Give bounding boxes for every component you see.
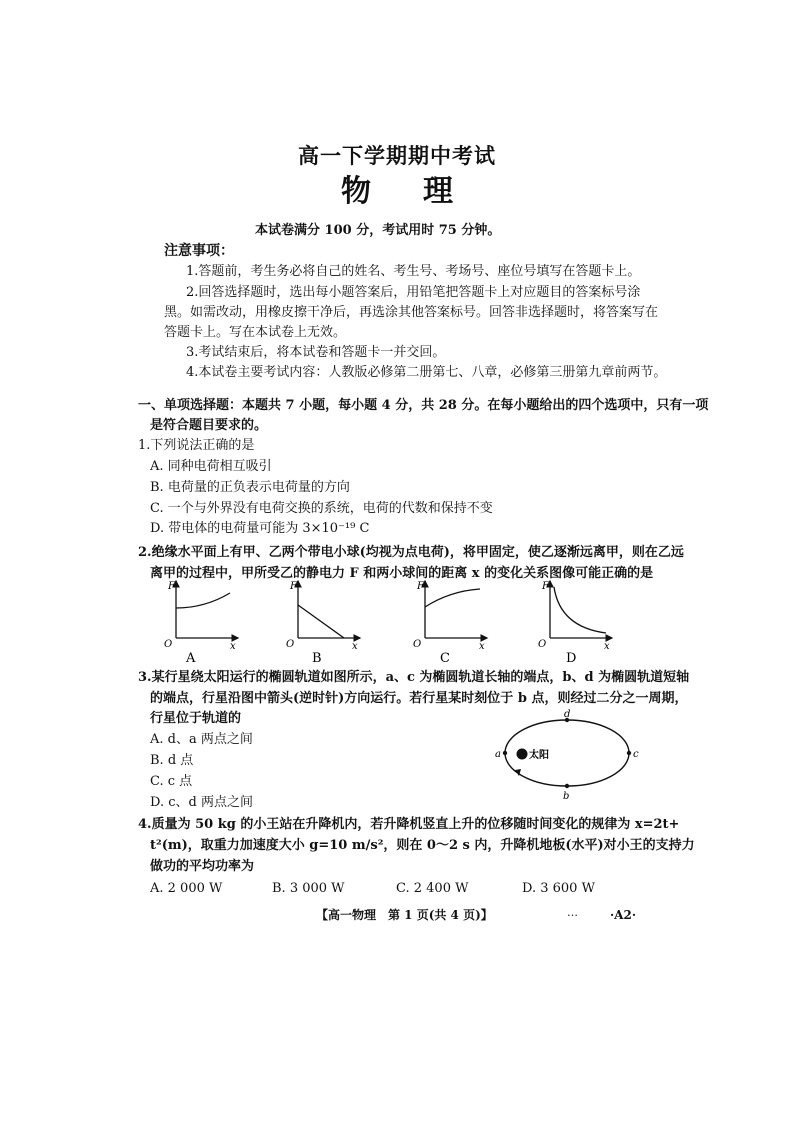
point-d-label: d xyxy=(564,709,571,720)
graph-a-axis-x: x xyxy=(230,641,236,652)
q4-stem-line-1: 4.质量为 50 kg 的小王站在升降机内，若升降机竖直上升的位移随时间变化的规律为 x=2t+ xyxy=(138,817,680,832)
graph-b xyxy=(286,581,360,666)
graph-d-label: D xyxy=(566,651,577,666)
notice-line-1: 1.答题前，考生务必将自己的姓名、考生号、考场号、座位号填写在答题卡上。 xyxy=(186,264,641,279)
q3-option-d: D. c、d 两点之间 xyxy=(150,795,253,810)
graph-c-axis-x: x xyxy=(479,641,485,652)
graph-c-curve xyxy=(425,589,480,607)
point-c-dot xyxy=(627,751,631,755)
graph-b-axis-y: F xyxy=(290,581,297,592)
q3-stem-line-1: 3.某行星绕太阳运行的椭圆轨道如图所示，a、c 为椭圆轨道长轴的端点，b、d 为椭圆轨道短轴 xyxy=(138,670,690,685)
subject-char-2: 理 xyxy=(423,174,453,209)
q4-stem-line-2: t²(m)，取重力加速度大小 g=10 m/s²，则在 0～2 s 内，升降机地板(水平)对小王的支持力 xyxy=(150,838,695,853)
graph-c-axis-y: F xyxy=(417,581,424,592)
q4-option-b: B. 3 000 W xyxy=(272,881,345,896)
graph-c-label: C xyxy=(440,651,450,666)
orbit-diagram xyxy=(495,708,645,803)
q1-option-d: D. 带电体的电荷量可能为 3×10⁻¹⁹ C xyxy=(150,521,370,536)
q2-graphs xyxy=(150,575,630,667)
notice-line-4: 答题卡上。写在本试卷上无效。 xyxy=(164,325,347,340)
graph-c xyxy=(413,581,487,666)
footer-dots: … xyxy=(567,906,578,919)
graph-a-axis-y: F xyxy=(168,581,175,592)
notice-line-2: 2.回答选择题时，选出每小题答案后，用铅笔把答题卡上对应题目的答案标号涂 xyxy=(186,285,641,300)
graph-d-origin: O xyxy=(538,639,547,650)
point-b-dot xyxy=(565,784,569,788)
sun-label: 太阳 xyxy=(529,750,549,761)
exam-title: 高一下学期期中考试 xyxy=(298,143,496,168)
q1-option-b: B. 电荷量的正负表示电荷量的方向 xyxy=(150,480,350,495)
q3-option-a: A. d、a 两点之间 xyxy=(150,732,253,747)
subject-char-1: 物 xyxy=(341,174,371,209)
q2-stem-line-2: 离甲的过程中，甲所受乙的静电力 F 和两小球间的距离 x 的变化关系图像可能正确的是 xyxy=(150,566,654,581)
notice-line-5: 3.考试结束后，将本试卷和答题卡一并交回。 xyxy=(186,345,446,360)
graph-a-origin: O xyxy=(164,639,173,650)
section1-line-1: 一、单项选择题：本题共 7 小题，每小题 4 分，共 28 分。在每小题给出的四个选项中，只有一项 xyxy=(138,398,709,413)
sun xyxy=(517,749,528,760)
graph-a-label: A xyxy=(186,651,196,666)
graph-a-curve xyxy=(176,593,230,608)
q1-option-c: C. 一个与外界没有电荷交换的系统，电荷的代数和保持不变 xyxy=(150,501,493,516)
q4-option-a: A. 2 000 W xyxy=(150,881,223,896)
section1-line-2: 是符合题目要求的。 xyxy=(150,418,268,433)
point-b-label: b xyxy=(563,791,570,802)
exam-info: 本试卷满分 100 分，考试用时 75 分钟。 xyxy=(255,223,501,238)
footer-page-label: 【高一物理 第 1 页(共 4 页)】 xyxy=(316,908,493,922)
q4-stem-line-3: 做功的平均功率为 xyxy=(150,859,255,874)
graph-d xyxy=(538,581,612,666)
footer-code: ·A2· xyxy=(610,908,637,922)
q3-stem-line-2: 的端点，行星沿图中箭头(逆时针)方向运行。若行星某时刻位于 b 点，则经过二分之一周期， xyxy=(150,691,688,706)
graph-b-label: B xyxy=(312,651,322,666)
notice-heading: 注意事项： xyxy=(164,243,234,259)
subject-title xyxy=(0,166,794,210)
q3-option-b: B. d 点 xyxy=(150,753,194,768)
point-a-label: a xyxy=(495,749,501,760)
q4-option-c: C. 2 400 W xyxy=(396,881,469,896)
q2-stem-line-1: 2.绝缘水平面上有甲、乙两个带电小球(均视为点电荷)，将甲固定，使乙逐渐远离甲，则在乙远 xyxy=(138,545,684,560)
graph-c-origin: O xyxy=(413,639,422,650)
graph-d-axis-x: x xyxy=(604,641,610,652)
q1-option-a: A. 同种电荷相互吸引 xyxy=(150,459,272,474)
graph-a xyxy=(164,581,238,666)
q3-option-c: C. c 点 xyxy=(150,774,193,789)
graph-d-axis-y: F xyxy=(542,581,549,592)
point-c-label: c xyxy=(633,749,639,760)
q1-stem: 1.下列说法正确的是 xyxy=(138,438,255,453)
notice-line-3: 黑。如需改动，用橡皮擦干净后，再选涂其他答案标号。回答非选择题时，将答案写在 xyxy=(164,305,659,320)
q3-stem-line-3: 行星位于轨道的 xyxy=(150,711,242,726)
graph-d-curve xyxy=(554,587,606,633)
notice-line-6: 4.本试卷主要考试内容：人教版必修第二册第七、八章，必修第三册第九章前两节。 xyxy=(186,365,667,380)
point-a-dot xyxy=(503,751,507,755)
graph-b-line xyxy=(298,605,344,638)
graph-b-origin: O xyxy=(286,639,295,650)
q4-option-d: D. 3 600 W xyxy=(522,881,595,896)
graph-b-axis-x: x xyxy=(352,641,358,652)
